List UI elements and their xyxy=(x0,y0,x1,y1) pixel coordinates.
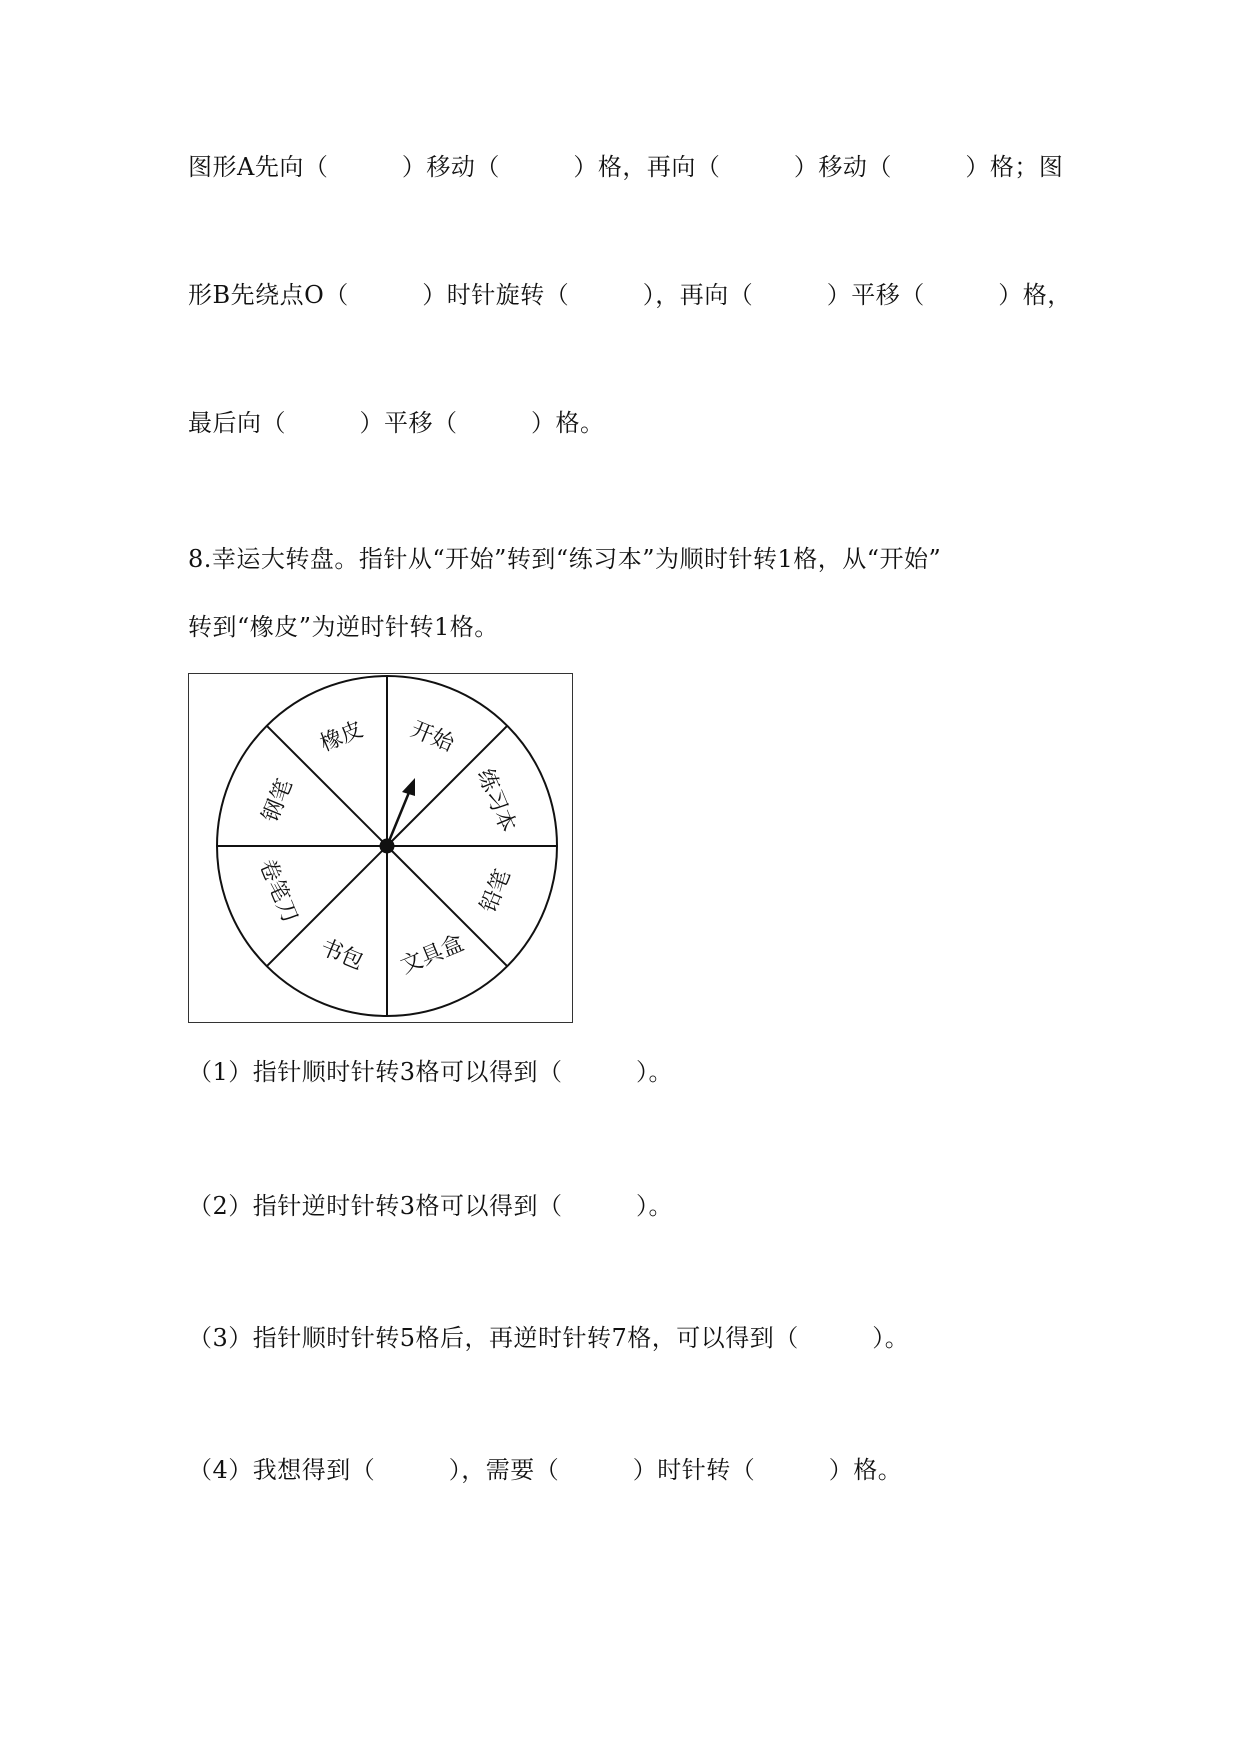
pointer-arrowhead xyxy=(402,778,415,796)
wheel-segment-label: 书包 xyxy=(316,935,367,975)
sub-question-2: （2）指针逆时针转3格可以得到（ ）。 xyxy=(188,1192,674,1220)
question-7-line-2: 形B先绕点O（ ）时针旋转（ ），再向（ ）平移（ ）格， xyxy=(188,281,1072,309)
pointer-shaft xyxy=(387,790,410,846)
wheel-segment-label: 钢笔 xyxy=(258,775,298,826)
wheel-segment-label: 橡皮 xyxy=(316,717,367,757)
wheel-segment-label: 开始 xyxy=(407,717,458,757)
sub-question-4: （4）我想得到（ ），需要（ ）时针转（ ）格。 xyxy=(188,1456,903,1484)
lucky-wheel xyxy=(189,674,572,1022)
wheel-segment-label: 文具盒 xyxy=(396,930,468,980)
wheel-pointer xyxy=(380,778,416,854)
question-7-line-1: 图形A先向（ ）移动（ ）格，再向（ ）移动（ ）格；图 xyxy=(188,153,1064,181)
wheel-center-dot xyxy=(380,839,395,854)
sub-question-3: （3）指针顺时针转5格后，再逆时针转7格，可以得到（ ）。 xyxy=(188,1324,910,1352)
question-8-prompt-line-2: 转到“橡皮”为逆时针转1格。 xyxy=(188,613,499,641)
wheel-segment-label: 练习本 xyxy=(471,765,521,837)
question-8-prompt-line-1: 8.幸运大转盘。指针从“开始”转到“练习本”为顺时针转1格，从“开始” xyxy=(188,545,942,573)
wheel-segment-label: 铅笔 xyxy=(476,866,516,917)
lucky-wheel-figure xyxy=(188,673,573,1023)
sub-question-1: （1）指针顺时针转3格可以得到（ ）。 xyxy=(188,1058,674,1086)
question-7-line-3: 最后向（ ）平移（ ）格。 xyxy=(188,409,605,437)
wheel-segment-label: 卷笔刀 xyxy=(253,855,303,927)
